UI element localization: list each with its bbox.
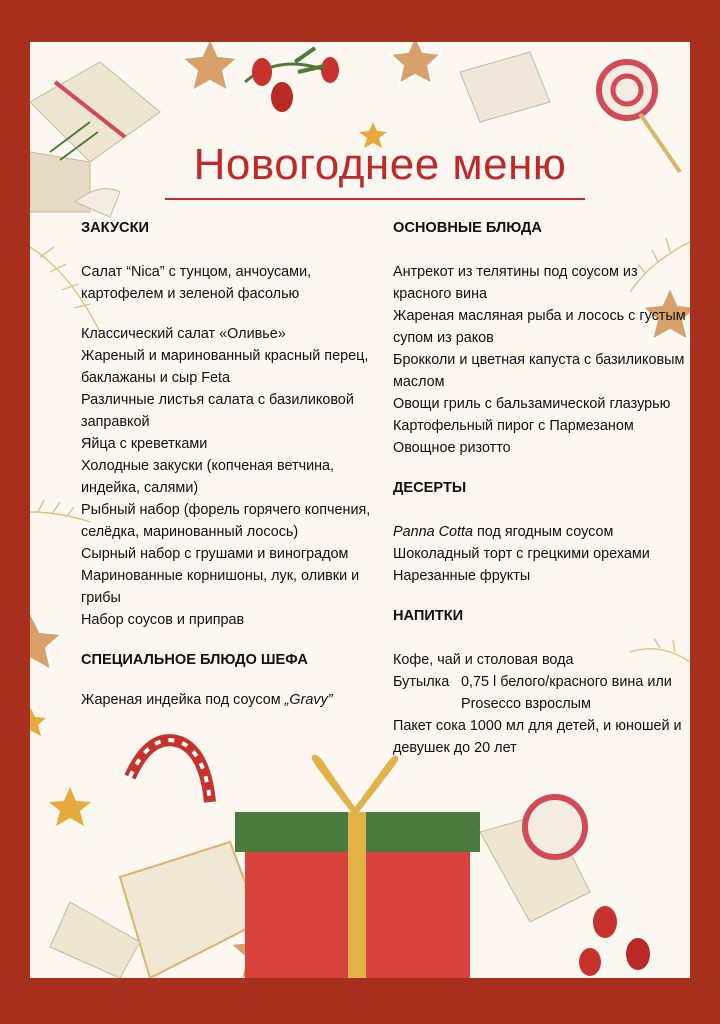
appetizers-heading: ЗАКУСКИ (81, 220, 149, 236)
berries-top (245, 48, 339, 112)
chef-special-text: Жареная индейка под соусом (81, 692, 285, 708)
menu-item: Маринованные корнишоны, лук, оливки и грибы (81, 568, 360, 606)
menu-title: Новогоднее меню (193, 140, 567, 189)
menu-item: Шоколадный торт с грецкими орехами (393, 546, 650, 562)
title-underline (165, 198, 585, 200)
right-column (393, 217, 688, 759)
menu-item: Яйца с креветками (81, 436, 208, 452)
gift-box-top-left (30, 62, 160, 217)
menu-item: Набор соусов и приправ (81, 612, 245, 628)
drinks-heading: НАПИТКИ (393, 608, 464, 624)
panna-cotta-sauce: под ягодным соусом (473, 524, 614, 540)
gift-boxes-bottom (50, 740, 650, 978)
bottle-label: Бутылка (393, 674, 450, 690)
menu-item: Сырный набор с грушами и виноградом (81, 546, 349, 562)
menu-item: Овощное ризотто (393, 440, 511, 456)
menu-item: Жареная масляная рыба и лосось с густым супом из раков (393, 308, 686, 346)
chef-special-heading: СПЕЦИАЛЬНОЕ БЛЮДО ШЕФА (81, 652, 308, 668)
panna-cotta-name: Panna Cotta (393, 524, 474, 540)
left-column (81, 217, 381, 711)
chef-special-item (81, 689, 381, 711)
menu-item: Рыбный набор (форель горячего копчения, селёдка, маринованный лосось) (81, 502, 371, 540)
menu-page (30, 42, 690, 978)
menu-item: Овощи гриль с бальзамической глазурью (393, 396, 671, 412)
desserts-heading: ДЕСЕРТЫ (393, 480, 467, 496)
menu-item: Различные листья салата с базиликовой заправкой (81, 392, 354, 430)
juice-item: Пакет сока 1000 мл для детей, и юношей и девушек до 20 лет (393, 718, 682, 756)
menu-item: Жареный и маринованный красный перец, баклажаны и сыр Feta (81, 348, 369, 386)
menu-item: Антрекот из телятины под соусом из красного вина (393, 264, 638, 302)
menu-item: Нарезанные фрукты (393, 568, 531, 584)
dessert-item (393, 521, 688, 543)
bottle-text: 0,75 l белого/красного вина или Prosecco взрослым (461, 674, 672, 712)
mains-heading: ОСНОВНЫЕ БЛЮДА (393, 220, 542, 236)
wine-item (393, 671, 688, 715)
menu-item: Картофельный пирог с Пармезаном (393, 418, 634, 434)
menu-item: Классический салат «Оливье» (81, 326, 286, 342)
chef-special-sauce: „Gravy” (284, 692, 333, 708)
drink-item: Кофе, чай и столовая вода (393, 652, 574, 668)
menu-item: Салат “Nica” с тунцом, анчоусами, картофелем и зеленой фасолью (81, 264, 312, 302)
menu-item: Брокколи и цветная капуста с базиликовым маслом (393, 352, 685, 390)
menu-item: Холодные закуски (копченая ветчина, индейка, салями) (81, 458, 335, 496)
